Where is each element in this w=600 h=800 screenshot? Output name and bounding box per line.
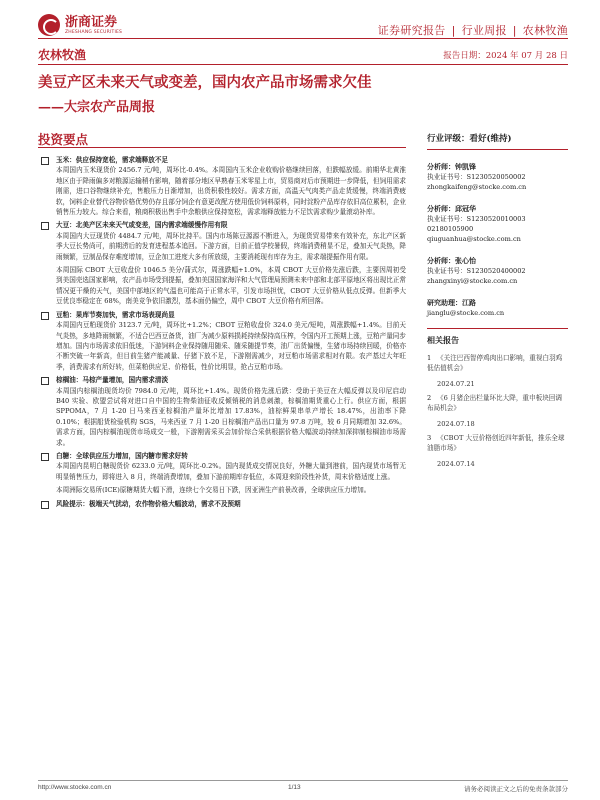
related-reports-heading: 相关报告 (427, 328, 568, 349)
related-report-date: 2024.07.21 (437, 380, 475, 388)
paragraph-heading: 玉米：供应保持宽松，需求端释放不足 (40, 155, 406, 165)
related-report-date: 2024.07.18 (437, 420, 475, 428)
analyst-name: 张心怡 (455, 256, 476, 265)
related-report-number: 1 (427, 354, 432, 362)
header-divider (38, 38, 568, 39)
analyst-role: 分析师： (427, 204, 455, 213)
analyst-phone: 02180105900 (427, 225, 474, 233)
header-category-industry: 农林牧渔 (522, 24, 568, 37)
rating-value: 看好(维持) (469, 134, 512, 144)
header-category-weekly: 行业周报 (461, 24, 507, 37)
footer-divider (38, 780, 568, 781)
analyst-name: 钟凯锋 (455, 162, 476, 171)
analyst-role: 分析师： (427, 162, 455, 171)
paragraph-soybean (40, 220, 406, 262)
report-date: 报告日期：2024 年 07 月 28 日 (443, 51, 568, 61)
related-report-title[interactable]: 《6 月猪企出栏量环比大降，重申板块回调布局机会》 (427, 394, 562, 412)
paragraph-body: 本周国内玉米现货价 2456.7 元/吨，周环比-0.4%。本周国内玉米企业收购价格继续回落，但跌幅放缓。前期华北黄淮地区由于降雨偏多对粮源运输稍有影响，随着部分地区早熟春玉米零星上市，贸易商对后市预期进一步降低，但饲用需求刚需，进口谷物继续补充，售粮压力日渐增加，出货积极性较好。需求方面，高温天气肉类产品走货缓慢，终端消费疲软，饲料企业替代谷物价格优势仍存且部分饲企有意更改配方使用低价饲料原料，同时淀粉产品库存依旧高位累积，企业销售压力较大。综合来看，粮商积极出售手中余粮供应保持宽松，需求端释放能力不足饮需求购少量滚动补库。 (56, 166, 406, 217)
analyst-cert: 执业证书号：S1230520400002 (427, 267, 526, 275)
paragraph-sugar (40, 451, 406, 482)
paragraph-body: 本周国内昆明白糖现货价 6233.0 元/吨，周环比-0.2%。国内现货成交情况良好，外糖大量到港前，国内现货市场暂无明显销售压力，即将进入 8 月，终端消费增加，叠加下游前期库存低位，本周迎来阶段性补货，周末价格适度上涨。 (56, 462, 406, 481)
industry-tag: 农林牧渔 (38, 48, 87, 62)
related-report-date: 2024.07.14 (437, 460, 475, 468)
related-report-number: 2 (427, 394, 432, 402)
analyst-email[interactable]: qiuguanhua@stocke.com.cn (427, 235, 521, 243)
paragraph-body: 本周国内棕榈油现货均价 7984.0 元/吨，周环比+1.4%。现货价格先涨后跌：受助于美豆在大幅反弹以及印尼启动 B40 实验、欧盟尝试将对进口自中国的生物柴油征收反倾销税的消息刺激，棕榈油期货重心上行。供应方面，根据 SPPOMA，7 月 1-20 日马来西亚棕榈油产量环比增加 17.83%，油棕鲜果串单产增长 18.47%，出油率下降 0.10%；根据船货检验机构 SGS，马来西亚 7 月 1-20 日棕榈油产品出口量为 97.8 万吨，较 6 月同期增加 32.6%。需求方面，国内棕榈油现货市场成交一般，下游刚需采买会加价综合采供根据价格大幅波动持续加深抑制棕榈油市场需求。 (56, 386, 406, 447)
analyst-email[interactable]: zhongkaifeng@stocke.com.cn (427, 183, 527, 191)
rating-label: 行业评级： (427, 134, 470, 144)
analyst-cert: 执业证书号：S1230520010003 (427, 215, 526, 223)
disclaimer-notice: 请务必阅读正文之后的免责条款部分 (464, 786, 568, 793)
logo-cn-text: 浙商证券 (65, 14, 118, 30)
header-categories: 证券研究报告 | 行业周报 | 农林牧渔 (377, 24, 568, 37)
report-subtitle: ——大宗农产品周报 (38, 100, 156, 115)
related-report-item[interactable] (427, 353, 568, 389)
analyst-role: 分析师： (427, 256, 455, 265)
logo-mark-icon (38, 14, 60, 36)
header-category-report-type: 证券研究报告 (377, 24, 446, 37)
analyst-name: 江路 (462, 298, 476, 307)
related-report-number: 3 (427, 434, 432, 442)
paragraph-body: 本周国内大豆现货价 4484.7 元/吨，周环比持平。国内市场陈豆源源不断进入，为现货贸易带来有效补充，东北产区新季大豆长势尚可，前期涝后的发育进程基本追回。下游方面，目前正值学校暑假，终端消费稍显不足，叠加天气炎热，降雨频繁，豆制品保存难度增加，豆企加工进度大多有所放缓，主要消耗现有库存为主，需求端提振作用有限。 (56, 231, 406, 261)
paragraph-heading: 豆粕：果库节奏加快，需求市场表现尚显 (40, 310, 406, 320)
related-report-item[interactable] (427, 433, 568, 469)
footer-url[interactable]: http://www.stocke.com.cn (38, 784, 112, 791)
analyst-email[interactable]: jianglu@stocke.com.cn (427, 309, 505, 317)
related-report-title[interactable]: 《CBOT 大豆价格创近四年新低，推乐全球油脂市场》 (427, 434, 565, 452)
page-header (38, 14, 568, 54)
paragraph-ice-sugar (40, 485, 406, 495)
analyst-card (427, 162, 568, 192)
related-report-title[interactable]: 《关注巴西智停鸡肉出口影响，重视白羽鸡低估值机会》 (427, 354, 563, 372)
analyst-email[interactable]: zhangxinyi@stocke.com.cn (427, 277, 518, 285)
section-divider (38, 147, 406, 148)
logo-en-text: ZHESHANG SECURITIES (65, 29, 123, 35)
analyst-name: 邱冠华 (455, 204, 476, 213)
paragraph-risk (40, 499, 406, 509)
paragraph-body: 本周国内豆粕现货价 3123.7 元/吨，周环比+1.2%；CBOT 豆粕收盘价 324.0 美元/短吨，周涨跌幅+1.4%。目前天气炎热，多地降雨频繁，不适合巴西豆备货，油厂为减少原料损耗持续保持高压榨，令国内开工预期上涨，豆粕产量同步增加。国内市场需求依旧低迷，下游饲料企业保持随用随采、随采随提节奏，油厂出货偏慢，生猪市场持续回暖，价格亦不断突破一年新高，但目前生猪产能减量、仔猪下放不足，下游刚需减少，对豆粕市场需求相对有限。农产基过大年旺季，消费需求有所好转，但菜粕供应足、价格低，性价比明显，抢占豆粕市场。 (56, 321, 406, 371)
paragraph-body: 本周国际 CBOT 大豆收盘价 1046.5 美分/蒲式尔，周涨跌幅+1.0%，本周 CBOT 大豆价格先涨后跌，主要因周初受到美国売选国家影响，农产品市场受到提振，叠加美国国家海洋和大气管理局预测未来中部和北部平原地区将出现比正常情况更干燥的天气，美国中部地区的气温也可能高于正常水平，引发市场担忧，CBOT 大豆价格从低点反弹。但新季大豆优良率稳定在 68%，南美竞争依旧激烈，基本面仍偏空，周中 CBOT 大豆价格有所回落。 (56, 266, 406, 306)
paragraph-corn (40, 155, 406, 217)
paragraph-palm-oil (40, 375, 406, 448)
paragraph-heading: 白糖：全球供应压力增加，国内糖市需求好转 (40, 451, 406, 461)
industry-rating (427, 134, 568, 150)
analyst-card (427, 298, 568, 318)
paragraph-body: 本周洲际交易所(ICE)原糖期货大幅下滑，连续七个交易日下跌，因亚洲生产前景改善，全球供应压力增加。 (56, 486, 371, 495)
paragraph-soymeal (40, 310, 406, 372)
report-title: 美豆产区未来天气或变差，国内农产品市场需求欠佳 (38, 74, 372, 91)
related-report-item[interactable] (427, 393, 568, 429)
analyst-card (427, 256, 568, 286)
paragraph-heading: 棕榈油：马棕产量增加，国内需求清淡 (40, 375, 406, 385)
title-divider (38, 64, 568, 65)
risk-warning: 风险提示：极端天气扰动，农作物价格大幅波动，需求不及预期 (40, 499, 406, 509)
analyst-role: 研究助理： (427, 298, 462, 307)
company-logo (38, 14, 122, 36)
page-number: 1/13 (288, 784, 301, 791)
section-heading: 投资要点 (38, 132, 89, 147)
paragraph-cbot-soybean (40, 265, 406, 307)
analyst-cert: 执业证书号：S1230520050002 (427, 173, 526, 181)
paragraph-heading: 大豆：北美产区未来天气或变差，国内需求端缓慢作用有限 (40, 220, 406, 230)
sidebar (427, 134, 568, 469)
analyst-card (427, 204, 568, 244)
main-content (40, 154, 406, 512)
